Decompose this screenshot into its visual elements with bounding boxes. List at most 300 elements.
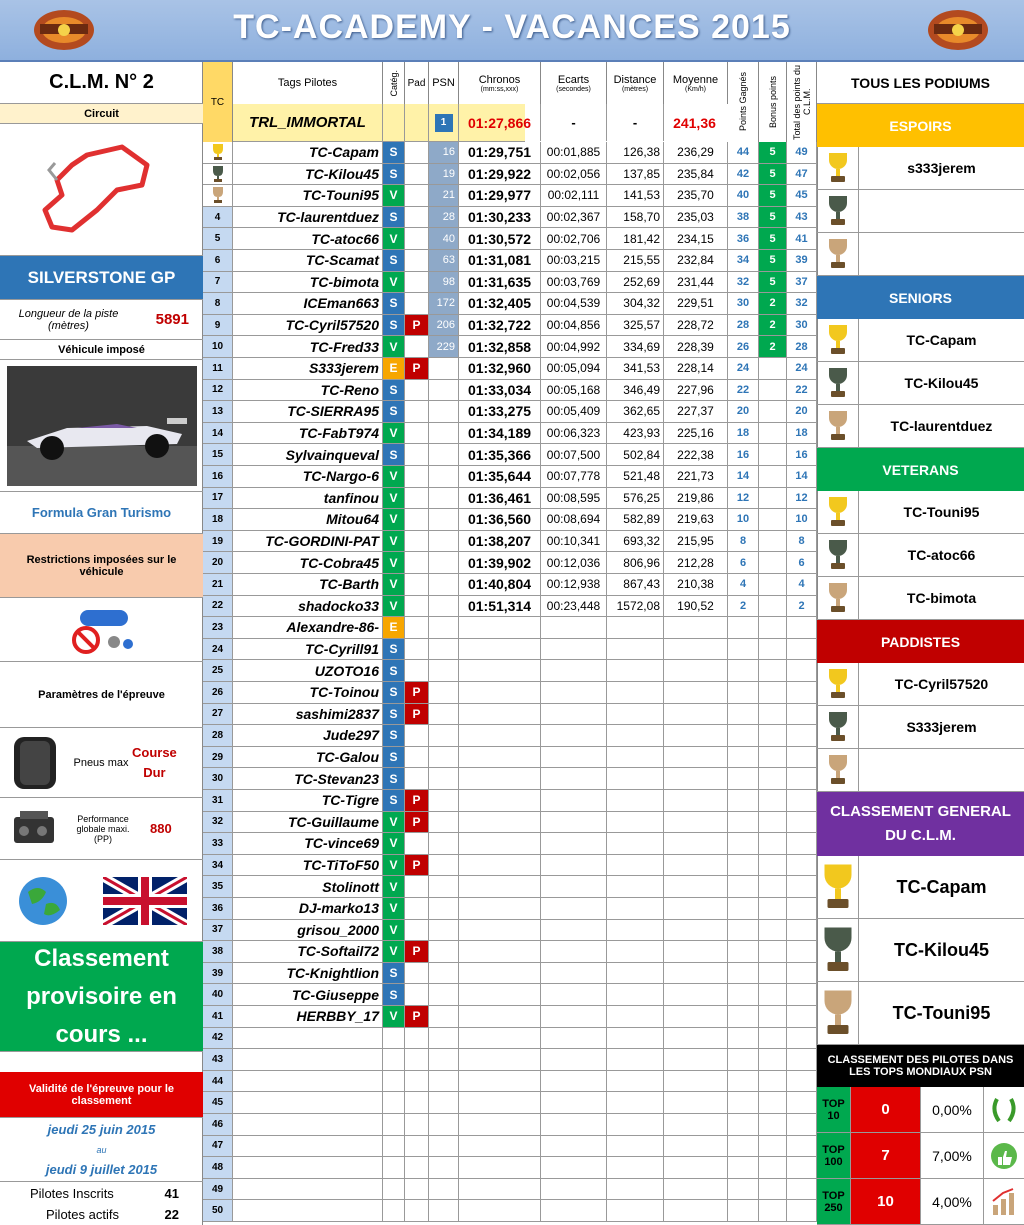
pilot-gap — [541, 1114, 607, 1135]
pilot-psn: 229 — [429, 336, 459, 357]
header-ecarts: Ecarts — [557, 73, 590, 86]
row-position: 34 — [203, 855, 233, 876]
pilot-bonus: 5 — [759, 142, 787, 163]
pilot-chrono: 01:32,858 — [459, 336, 541, 357]
pilot-chrono — [459, 704, 541, 725]
podium-entry — [817, 147, 1024, 190]
pilot-name: TC-Scamat — [233, 250, 383, 271]
general-ranking-name: TC-Touni95 — [892, 1002, 991, 1023]
table-row — [203, 488, 817, 510]
pilot-psn — [429, 617, 459, 638]
pilot-gap: 00:12,938 — [541, 574, 607, 595]
podium-name — [859, 749, 1024, 791]
pilot-average — [664, 747, 728, 768]
table-row — [203, 315, 817, 337]
pilot-name: TC-Tigre — [233, 790, 383, 811]
pilot-psn — [429, 401, 459, 422]
pilot-name: TC-bimota — [233, 272, 383, 293]
pilot-psn — [429, 1179, 459, 1200]
pilot-chrono: 01:32,960 — [459, 358, 541, 379]
table-row — [203, 466, 817, 488]
pilot-average — [664, 984, 728, 1005]
pilot-average: 225,16 — [664, 423, 728, 444]
pilot-average: 229,51 — [664, 293, 728, 314]
pilot-average — [664, 725, 728, 746]
pilot-distance: 181,42 — [607, 228, 664, 249]
pilot-gap: 00:02,111 — [541, 185, 607, 206]
table-row — [203, 941, 817, 963]
pilot-bonus — [759, 898, 787, 919]
pilot-category: V — [383, 466, 405, 487]
pilot-name: TC-atoc66 — [233, 228, 383, 249]
params-label: Paramètres de l'épreuve — [0, 662, 203, 728]
psn-tops-title: CLASSEMENT DES PILOTES DANS LES TOPS MONDIAUX PSN — [817, 1045, 1024, 1087]
row-position: 30 — [203, 768, 233, 789]
pilot-points: 32 — [728, 272, 759, 293]
pilot-name: UZOTO16 — [233, 660, 383, 681]
pilot-points — [728, 1157, 759, 1178]
pilot-total — [787, 704, 817, 725]
pilot-psn — [429, 660, 459, 681]
pilot-total: 16 — [787, 444, 817, 465]
pilot-psn — [429, 1049, 459, 1070]
row-position: 21 — [203, 574, 233, 595]
pilot-pad — [405, 1049, 429, 1070]
pilot-gap — [541, 1049, 607, 1070]
pilot-bonus — [759, 617, 787, 638]
pilot-pad — [405, 250, 429, 271]
pilot-psn — [429, 812, 459, 833]
top-label: TOP — [822, 1189, 845, 1202]
pilot-distance — [607, 855, 664, 876]
pilot-category — [383, 1136, 405, 1157]
track-name: SILVERSTONE GP — [0, 256, 203, 300]
pilot-average — [664, 790, 728, 811]
pilot-psn: 16 — [429, 142, 459, 163]
table-row — [203, 1092, 817, 1114]
pilot-average — [664, 1092, 728, 1113]
pilot-points — [728, 833, 759, 854]
pilot-name: TC-Guillaume — [233, 812, 383, 833]
pilot-gap — [541, 963, 607, 984]
pilot-psn — [429, 639, 459, 660]
table-row — [203, 898, 817, 920]
page-header — [0, 0, 1024, 62]
row-position: 7 — [203, 272, 233, 293]
pilot-average — [664, 1136, 728, 1157]
header-cat: Catég. — [388, 69, 399, 97]
pilot-distance: 582,89 — [607, 509, 664, 530]
pilot-pad — [405, 574, 429, 595]
pilot-average: 219,63 — [664, 509, 728, 530]
pilot-bonus — [759, 1136, 787, 1157]
pilot-pad — [405, 142, 429, 163]
pilot-psn — [429, 596, 459, 617]
pilot-total — [787, 768, 817, 789]
track-length — [0, 300, 203, 340]
pilot-name: TC-TiToF50 — [233, 855, 383, 876]
date-end: jeudi 9 juillet 2015 — [45, 1161, 158, 1177]
pilot-psn — [429, 466, 459, 487]
pilot-psn — [429, 1157, 459, 1178]
pilot-points — [728, 682, 759, 703]
pilot-pad — [405, 639, 429, 660]
pilot-gap: 00:04,992 — [541, 336, 607, 357]
pilot-category: S — [383, 790, 405, 811]
pilot-psn — [429, 768, 459, 789]
table-row — [203, 768, 817, 790]
pilot-pad — [405, 1114, 429, 1135]
podium-name — [859, 190, 1024, 232]
pilot-points: 12 — [728, 488, 759, 509]
pilot-name: HERBBY_17 — [233, 1006, 383, 1027]
pilot-gap: 00:01,885 — [541, 142, 607, 163]
row-position: 38 — [203, 941, 233, 962]
header-tc: TC — [203, 62, 233, 142]
row-position: 5 — [203, 228, 233, 249]
silver-trophy-icon — [827, 368, 849, 398]
pilot-chrono: 01:35,366 — [459, 444, 541, 465]
pilot-gap — [541, 725, 607, 746]
pilot-gap: 00:07,778 — [541, 466, 607, 487]
pilot-category: V — [383, 509, 405, 530]
general-ranking-entry — [817, 919, 1024, 982]
pilot-name: TC-Cobra45 — [233, 552, 383, 573]
pilot-chrono — [459, 790, 541, 811]
pilot-distance: 141,53 — [607, 185, 664, 206]
pilot-chrono — [459, 1092, 541, 1113]
pilot-average — [664, 1028, 728, 1049]
top-count: 10 — [851, 1179, 921, 1224]
pilot-chrono — [459, 1049, 541, 1070]
pilot-name: TC-Softail72 — [233, 941, 383, 962]
pilot-psn — [429, 898, 459, 919]
pilot-points — [728, 660, 759, 681]
thumbs-up-icon — [984, 1133, 1024, 1178]
pilot-name: Jude297 — [233, 725, 383, 746]
pilot-total: 37 — [787, 272, 817, 293]
pilot-category: V — [383, 552, 405, 573]
pilot-bonus — [759, 509, 787, 530]
table-row — [203, 272, 817, 294]
pilot-psn — [429, 725, 459, 746]
pilot-average: 236,29 — [664, 142, 728, 163]
table-row — [203, 185, 817, 207]
pilot-total — [787, 682, 817, 703]
row-position: 37 — [203, 920, 233, 941]
pilot-pad — [405, 1200, 429, 1221]
pilot-gap — [541, 1136, 607, 1157]
pilot-points: 26 — [728, 336, 759, 357]
pilot-bonus — [759, 876, 787, 897]
reference-psn: 1 — [435, 114, 453, 132]
pilot-pad — [405, 466, 429, 487]
table-row — [203, 639, 817, 661]
pilot-category: S — [383, 250, 405, 271]
bronze-trophy-icon — [203, 185, 233, 206]
table-row — [203, 1049, 817, 1071]
pilot-chrono — [459, 963, 541, 984]
pilot-total — [787, 1028, 817, 1049]
pilot-name: tanfinou — [233, 488, 383, 509]
pilot-psn — [429, 920, 459, 941]
pilot-total — [787, 963, 817, 984]
pilot-total — [787, 790, 817, 811]
pilot-pad — [405, 164, 429, 185]
reference-name: TRL_IMMORTAL — [233, 104, 383, 141]
pilot-average: 228,39 — [664, 336, 728, 357]
pilot-distance — [607, 704, 664, 725]
pilot-gap — [541, 941, 607, 962]
pilot-total — [787, 812, 817, 833]
pilot-total: 20 — [787, 401, 817, 422]
pilot-points: 30 — [728, 293, 759, 314]
pilot-average — [664, 639, 728, 660]
pilot-average — [664, 941, 728, 962]
pilot-pad — [405, 747, 429, 768]
pilot-distance: 423,93 — [607, 423, 664, 444]
pilot-average: 221,73 — [664, 466, 728, 487]
pilot-gap: 00:02,367 — [541, 207, 607, 228]
pilot-category: V — [383, 833, 405, 854]
pilot-distance — [607, 833, 664, 854]
pilot-category — [383, 1049, 405, 1070]
pilot-category — [383, 1071, 405, 1092]
pilot-total — [787, 1200, 817, 1221]
pilot-average: 212,28 — [664, 552, 728, 573]
pilot-total — [787, 660, 817, 681]
spacer — [0, 1052, 203, 1072]
gold-trophy-icon — [827, 325, 849, 355]
pilot-pad: P — [405, 855, 429, 876]
pilot-chrono: 01:36,560 — [459, 509, 541, 530]
pilot-average: 215,95 — [664, 531, 728, 552]
pilot-chrono — [459, 1179, 541, 1200]
pilot-category: V — [383, 596, 405, 617]
row-position: 44 — [203, 1071, 233, 1092]
header-chronos-sub: (mm:ss,xxx) — [480, 85, 519, 93]
row-position: 27 — [203, 704, 233, 725]
pilot-chrono: 01:34,189 — [459, 423, 541, 444]
gold-trophy-icon — [827, 497, 849, 527]
podium-section-title: SENIORS — [817, 276, 1024, 319]
pilot-name: TC-GORDINI-PAT — [233, 531, 383, 552]
pilot-bonus: 5 — [759, 250, 787, 271]
pilot-name: TC-vince69 — [233, 833, 383, 854]
pilot-gap — [541, 898, 607, 919]
pilot-average: 232,84 — [664, 250, 728, 271]
silver-trophy-icon — [827, 540, 849, 570]
pilot-points: 28 — [728, 315, 759, 336]
pilot-average — [664, 1157, 728, 1178]
tyres-value-2: Dur — [143, 764, 166, 780]
pilot-name: TC-Stevan23 — [233, 768, 383, 789]
pilot-bonus: 2 — [759, 315, 787, 336]
pilot-average — [664, 1049, 728, 1070]
header-moyenne-sub: (Km/h) — [685, 85, 706, 93]
validity-label: Validité de l'épreuve pour le classement — [0, 1072, 203, 1118]
pilot-gap: 00:08,694 — [541, 509, 607, 530]
table-row — [203, 531, 817, 553]
pilot-points — [728, 1092, 759, 1113]
pilot-category — [383, 1200, 405, 1221]
pilot-bonus — [759, 1049, 787, 1070]
pilot-category: V — [383, 531, 405, 552]
pilot-name: TC-FabT974 — [233, 423, 383, 444]
gold-trophy-icon — [821, 865, 854, 910]
track-map — [0, 124, 203, 256]
pilot-points — [728, 1179, 759, 1200]
pilot-bonus — [759, 552, 787, 573]
pilot-bonus — [759, 1114, 787, 1135]
pilot-category: S — [383, 682, 405, 703]
pilot-chrono — [459, 941, 541, 962]
row-position: 24 — [203, 639, 233, 660]
pilot-chrono — [459, 1114, 541, 1135]
pilot-average — [664, 963, 728, 984]
gold-trophy-icon — [827, 669, 849, 699]
row-position: 49 — [203, 1179, 233, 1200]
pilot-psn — [429, 747, 459, 768]
pilot-gap: 00:23,448 — [541, 596, 607, 617]
pilot-total — [787, 855, 817, 876]
pilot-total: 41 — [787, 228, 817, 249]
pilot-total: 28 — [787, 336, 817, 357]
pilot-bonus — [759, 358, 787, 379]
pilot-total: 10 — [787, 509, 817, 530]
pilot-chrono: 01:29,977 — [459, 185, 541, 206]
general-ranking-name: TC-Capam — [896, 876, 987, 897]
pilot-average: 231,44 — [664, 272, 728, 293]
pilot-total — [787, 747, 817, 768]
registered-value: 41 — [164, 1185, 179, 1201]
row-position: 11 — [203, 358, 233, 379]
pilot-distance — [607, 1114, 664, 1135]
pilot-total — [787, 725, 817, 746]
row-position: 15 — [203, 444, 233, 465]
track-length-value: 5891 — [155, 311, 189, 328]
top-percentage: 7,00% — [921, 1133, 984, 1178]
row-position: 43 — [203, 1049, 233, 1070]
pilot-points: 40 — [728, 185, 759, 206]
pilot-psn — [429, 1114, 459, 1135]
table-row — [203, 920, 817, 942]
pilot-psn — [429, 682, 459, 703]
pilot-chrono — [459, 984, 541, 1005]
table-row — [203, 876, 817, 898]
row-position: 18 — [203, 509, 233, 530]
page-title: TC-ACADEMY - VACANCES 2015 — [233, 8, 791, 46]
pilot-name: TC-Barth — [233, 574, 383, 595]
table-row — [203, 423, 817, 445]
pilot-psn: 63 — [429, 250, 459, 271]
pilot-gap — [541, 682, 607, 703]
pilot-pad: P — [405, 358, 429, 379]
pilot-pad — [405, 423, 429, 444]
pilot-pad — [405, 401, 429, 422]
row-position: 41 — [203, 1006, 233, 1027]
pilot-psn — [429, 1136, 459, 1157]
pilot-chrono — [459, 812, 541, 833]
pilot-gap — [541, 855, 607, 876]
pilot-psn: 98 — [429, 272, 459, 293]
pilot-chrono — [459, 855, 541, 876]
podium-name — [859, 233, 1024, 275]
pilot-distance — [607, 639, 664, 660]
pilot-name — [233, 1028, 383, 1049]
pilot-psn — [429, 790, 459, 811]
pilot-gap: 00:12,036 — [541, 552, 607, 573]
reference-chrono: 01:27,866 — [459, 104, 541, 141]
pilot-points — [728, 812, 759, 833]
table-row — [203, 725, 817, 747]
pilot-points: 34 — [728, 250, 759, 271]
pilot-points — [728, 1071, 759, 1092]
pilot-chrono: 01:31,635 — [459, 272, 541, 293]
pilot-distance: 341,53 — [607, 358, 664, 379]
pilot-psn — [429, 1092, 459, 1113]
pilot-pad — [405, 898, 429, 919]
pilot-bonus — [759, 1200, 787, 1221]
row-position: 36 — [203, 898, 233, 919]
pilot-gap — [541, 747, 607, 768]
pilot-points — [728, 876, 759, 897]
pilot-name: TC-Nargo-6 — [233, 466, 383, 487]
pilot-distance — [607, 941, 664, 962]
pilot-total: 47 — [787, 164, 817, 185]
table-row — [203, 1136, 817, 1158]
table-row — [203, 380, 817, 402]
pilot-psn — [429, 380, 459, 401]
pilot-chrono — [459, 1136, 541, 1157]
table-row — [203, 747, 817, 769]
pilot-average — [664, 1200, 728, 1221]
pilot-chrono: 01:38,207 — [459, 531, 541, 552]
row-position: 28 — [203, 725, 233, 746]
pilot-psn — [429, 941, 459, 962]
silver-trophy-icon — [827, 712, 849, 742]
pilot-bonus — [759, 531, 787, 552]
pilot-pad — [405, 444, 429, 465]
pilot-psn: 40 — [429, 228, 459, 249]
pilot-category — [383, 1092, 405, 1113]
pilot-bonus — [759, 574, 787, 595]
pilot-chrono — [459, 682, 541, 703]
pilot-points: 18 — [728, 423, 759, 444]
pilot-chrono — [459, 725, 541, 746]
top-count: 7 — [851, 1133, 921, 1178]
table-row — [203, 682, 817, 704]
pilot-points — [728, 1006, 759, 1027]
pilot-distance: 304,32 — [607, 293, 664, 314]
pilot-pad — [405, 1136, 429, 1157]
row-position: 25 — [203, 660, 233, 681]
pilot-distance: 325,57 — [607, 315, 664, 336]
pilot-points: 36 — [728, 228, 759, 249]
pilot-bonus — [759, 984, 787, 1005]
row-position: 35 — [203, 876, 233, 897]
pilot-distance — [607, 812, 664, 833]
pilot-category — [383, 1157, 405, 1178]
pilot-bonus: 5 — [759, 228, 787, 249]
team-tc-logo-right — [920, 4, 996, 56]
pilot-category: S — [383, 747, 405, 768]
table-row — [203, 790, 817, 812]
pilot-chrono — [459, 639, 541, 660]
pilot-pad: P — [405, 941, 429, 962]
pilot-pad — [405, 725, 429, 746]
pilot-average — [664, 812, 728, 833]
